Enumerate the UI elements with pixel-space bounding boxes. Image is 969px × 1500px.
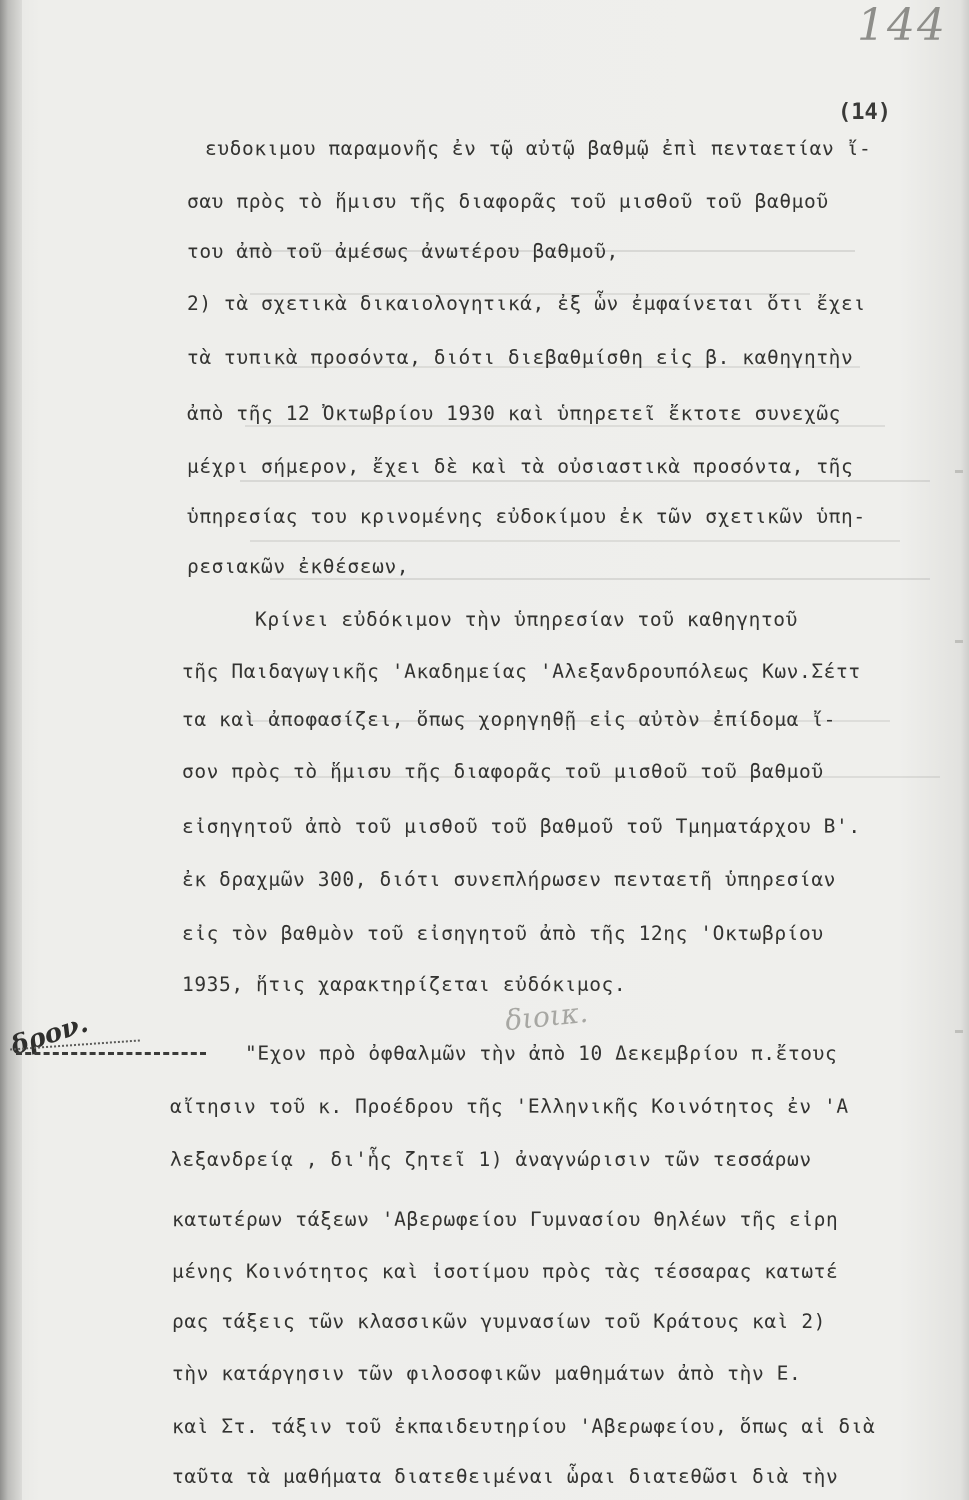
text-line: καὶ Στ. τάξιν τοῦ ἐκπαιδευτηρίου 'Αβερωφείου, ὅπως αἱ διὰ — [172, 1415, 876, 1438]
binding-edge — [0, 0, 22, 1500]
text-line: του ἀπὸ τοῦ ἀμέσως ἀνωτέρου βαθμοῦ, — [187, 240, 619, 263]
text-line: "Εχον πρὸ ὀφθαλμῶν τὴν ἀπὸ 10 Δεκεμβρίου π.ἔτους — [245, 1042, 838, 1065]
text-line: ρας τάξεις τῶν κλασσικῶν γυμνασίων τοῦ Κράτους καὶ 2) — [172, 1310, 827, 1333]
text-line: εἰς τὸν βαθμὸν τοῦ εἰσηγητοῦ ἀπὸ τῆς 12ης 'Οκτωβρίου — [182, 922, 824, 945]
text-line: τῆς Παιδαγωγικῆς 'Ακαδημείας 'Αλεξανδρουπόλεως Κων.Σέττ — [182, 660, 861, 683]
edge-mark — [955, 640, 963, 643]
text-line: μένης Κοινότητος καὶ ἰσοτίμου πρὸς τὰς τέσσαρας κατωτέ — [172, 1260, 839, 1283]
handwritten-note: διοικ. — [503, 995, 590, 1038]
show-through-line — [250, 540, 900, 542]
text-line: ὑπηρεσίας του κρινομένης εὐδοκίμου ἐκ τῶν σχετικῶν ὑπη- — [187, 505, 866, 528]
text-line: σαυ πρὸς τὸ ἥμισυ τῆς διαφορᾶς τοῦ μισθοῦ τοῦ βαθμοῦ — [187, 190, 829, 213]
text-line: 2) τὰ σχετικὰ δικαιολογητικά, ἐξ ὧν ἐμφαίνεται ὅτι ἔχει — [187, 292, 866, 315]
edge-mark — [955, 470, 963, 473]
folio-number: 144 — [857, 0, 947, 51]
text-line: 1935, ἥτις χαρακτηρίζεται εὐδόκιμος. — [182, 973, 627, 996]
text-line: ἐκ δραχμῶν 300, διότι συνεπλήρωσεν πενταετῆ ὑπηρεσίαν — [182, 868, 837, 891]
edge-mark — [955, 1030, 963, 1033]
text-line: εἰσηγητοῦ ἀπὸ τοῦ μισθοῦ τοῦ βαθμοῦ τοῦ Τμηματάρχου Β'. — [182, 815, 861, 838]
text-line: Κρίνει εὐδόκιμον τὴν ὑπηρεσίαν τοῦ καθηγητοῦ — [255, 608, 798, 631]
text-line: τὰ τυπικὰ προσόντα, διότι διεβαθμίσθη εἰς β. καθηγητὴν — [187, 346, 854, 369]
margin-note: δρον. — [7, 1008, 92, 1062]
text-line: τὴν κατάργησιν τῶν φιλοσοφικῶν μαθημάτων ἀπὸ τὴν Ε. — [172, 1362, 802, 1385]
text-line: ευδοκιμου παραμονῆς ἐν τῷ αὐτῷ βαθμῷ ἐπὶ πενταετίαν ἴ- — [205, 137, 872, 160]
text-line: ρεσιακῶν ἐκθέσεων, — [187, 555, 410, 578]
text-line: ἀπὸ τῆς 12 Ὀκτωβρίου 1930 καὶ ὑπηρετεῖ ἔκτοτε συνεχῶς — [187, 402, 842, 425]
text-line: τα καὶ ἀποφασίζει, ὅπως χορηγηθῇ εἰς αὐτὸν ἐπίδομα ἴ- — [182, 708, 837, 731]
text-line: σον πρὸς τὸ ἥμισυ τῆς διαφορᾶς τοῦ μισθοῦ τοῦ βαθμοῦ — [182, 760, 824, 783]
show-through-line — [240, 480, 930, 482]
text-line: αἴτησιν τοῦ κ. Προέδρου τῆς 'Ελληνικῆς Κοινότητος ἐν 'Α — [170, 1095, 849, 1118]
text-line: μέχρι σήμερον, ἔχει δὲ καὶ τὰ οὐσιαστικὰ προσόντα, τῆς — [187, 455, 854, 478]
show-through-line — [270, 578, 930, 580]
show-through-line — [245, 425, 885, 427]
margin-dashed-mark — [16, 1052, 206, 1055]
text-line: κατωτέρων τάξεων 'Αβερωφείου Γυμνασίου θηλέων τῆς εἰρη — [172, 1208, 839, 1231]
text-line: λεξανδρείᾳ , δι'ἧς ζητεῖ 1) ἀναγνώρισιν τῶν τεσσάρων — [170, 1148, 812, 1171]
text-line: ταῦτα τὰ μαθήματα διατεθειμέναι ὧραι διατεθῶσι διὰ τὴν — [172, 1465, 839, 1488]
page-number: (14) — [838, 100, 891, 125]
